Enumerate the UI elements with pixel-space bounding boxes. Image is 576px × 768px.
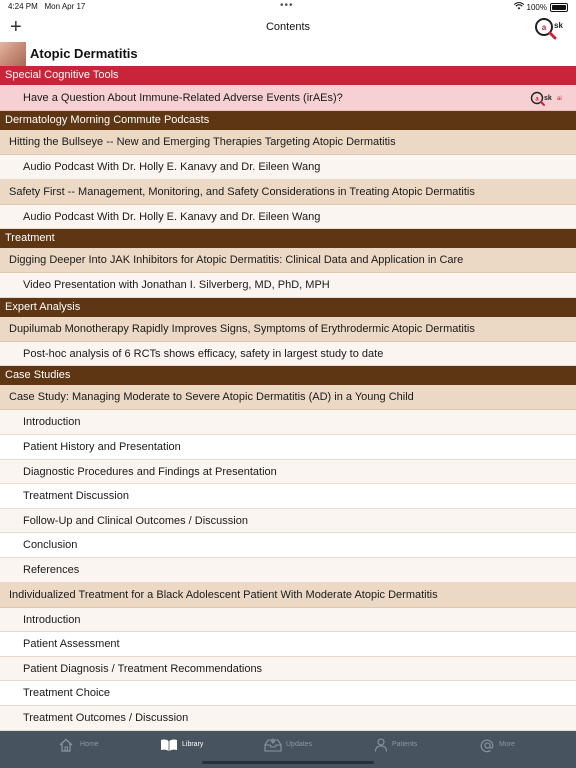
section-header: Special Cognitive Tools <box>0 66 576 85</box>
book-icon <box>160 738 178 752</box>
tab-more[interactable] <box>480 731 576 768</box>
section-header: Dermatology Morning Commute Podcasts <box>0 111 576 130</box>
svg-text:a: a <box>541 23 547 32</box>
contents-list <box>0 66 576 731</box>
nav-bar <box>0 14 576 43</box>
add-button[interactable]: + <box>10 16 22 38</box>
topic-row[interactable]: Individualized Treatment for a Black Adolescent Patient With Moderate Atopic Dermatitis <box>0 583 576 608</box>
list-item[interactable]: Audio Podcast With Dr. Holly E. Kanavy and Dr. Eileen Wang <box>0 205 576 230</box>
status-bar <box>0 0 576 14</box>
tab-home[interactable] <box>58 731 158 768</box>
ask-search-icon[interactable] <box>532 16 566 40</box>
wifi-icon <box>514 2 524 12</box>
person-icon <box>374 738 388 752</box>
list-item[interactable]: Patient Assessment <box>0 632 576 657</box>
battery-percent: 100% <box>526 2 547 12</box>
tab-patients[interactable] <box>374 731 474 768</box>
topic-row[interactable]: Hitting the Bullseye -- New and Emerging Therapies Targeting Atopic Dermatitis <box>0 130 576 155</box>
list-item[interactable]: Patient Diagnosis / Treatment Recommendations <box>0 657 576 682</box>
topic-row[interactable]: Case Study: Managing Moderate to Severe Atopic Dermatitis (AD) in a Young Child <box>0 385 576 410</box>
list-item[interactable]: Audio Podcast With Dr. Holly E. Kanavy and Dr. Eileen Wang <box>0 155 576 180</box>
list-item[interactable]: Treatment Choice <box>0 681 576 706</box>
list-item[interactable]: Introduction <box>0 608 576 633</box>
list-item[interactable]: Conclusion <box>0 533 576 558</box>
at-icon <box>480 738 495 753</box>
tab-label: Library <box>182 741 204 748</box>
tab-label: Patients <box>392 741 418 748</box>
svg-text:ai: ai <box>557 96 562 102</box>
section-header: Treatment <box>0 229 576 248</box>
house-icon <box>58 738 74 752</box>
battery-icon <box>550 3 568 12</box>
tab-label: More <box>499 741 515 748</box>
ask-ai-icon[interactable] <box>530 89 566 107</box>
section-header: Case Studies <box>0 366 576 385</box>
multitasking-dots[interactable]: ••• <box>280 0 294 11</box>
list-item[interactable]: Follow-Up and Clinical Outcomes / Discussion <box>0 509 576 534</box>
status-right <box>514 2 568 12</box>
svg-text:a: a <box>535 96 539 103</box>
status-time: 4:24 PM Mon Apr 17 <box>8 2 86 11</box>
section-header: Expert Analysis <box>0 298 576 317</box>
topic-title: Atopic Dermatitis <box>30 46 138 61</box>
inbox-icon <box>264 738 282 752</box>
svg-text:sk: sk <box>544 95 552 102</box>
topic-row[interactable]: Dupilumab Monotherapy Rapidly Improves Signs, Symptoms of Erythrodermic Atopic Dermatitis <box>0 317 576 342</box>
list-item[interactable]: Treatment Discussion <box>0 484 576 509</box>
list-item[interactable] <box>0 85 576 111</box>
nav-title: Contents <box>265 21 311 33</box>
list-item[interactable]: Patient History and Presentation <box>0 435 576 460</box>
svg-text:sk: sk <box>554 21 563 30</box>
list-item[interactable]: Video Presentation with Jonathan I. Silverberg, MD, PhD, MPH <box>0 273 576 298</box>
list-item[interactable]: Introduction <box>0 410 576 435</box>
list-item[interactable]: Post-hoc analysis of 6 RCTs shows efficacy, safety in largest study to date <box>0 342 576 367</box>
tab-label: Updates <box>286 741 313 748</box>
list-item[interactable]: Diagnostic Procedures and Findings at Presentation <box>0 460 576 485</box>
list-item-label: Have a Question About Immune-Related Adverse Events (irAEs)? <box>23 92 343 104</box>
home-indicator[interactable] <box>202 761 374 764</box>
topic-header <box>0 42 576 68</box>
list-item[interactable]: Treatment Outcomes / Discussion <box>0 706 576 731</box>
topic-row[interactable]: Digging Deeper Into JAK Inhibitors for Atopic Dermatitis: Clinical Data and Application in Care <box>0 248 576 273</box>
topic-row[interactable]: Safety First -- Management, Monitoring, and Safety Considerations in Treating Atopic Dermatitis <box>0 180 576 205</box>
tab-bar <box>0 731 576 768</box>
tab-label: Home <box>80 741 99 748</box>
list-item[interactable]: References <box>0 558 576 583</box>
topic-thumbnail <box>0 42 26 66</box>
